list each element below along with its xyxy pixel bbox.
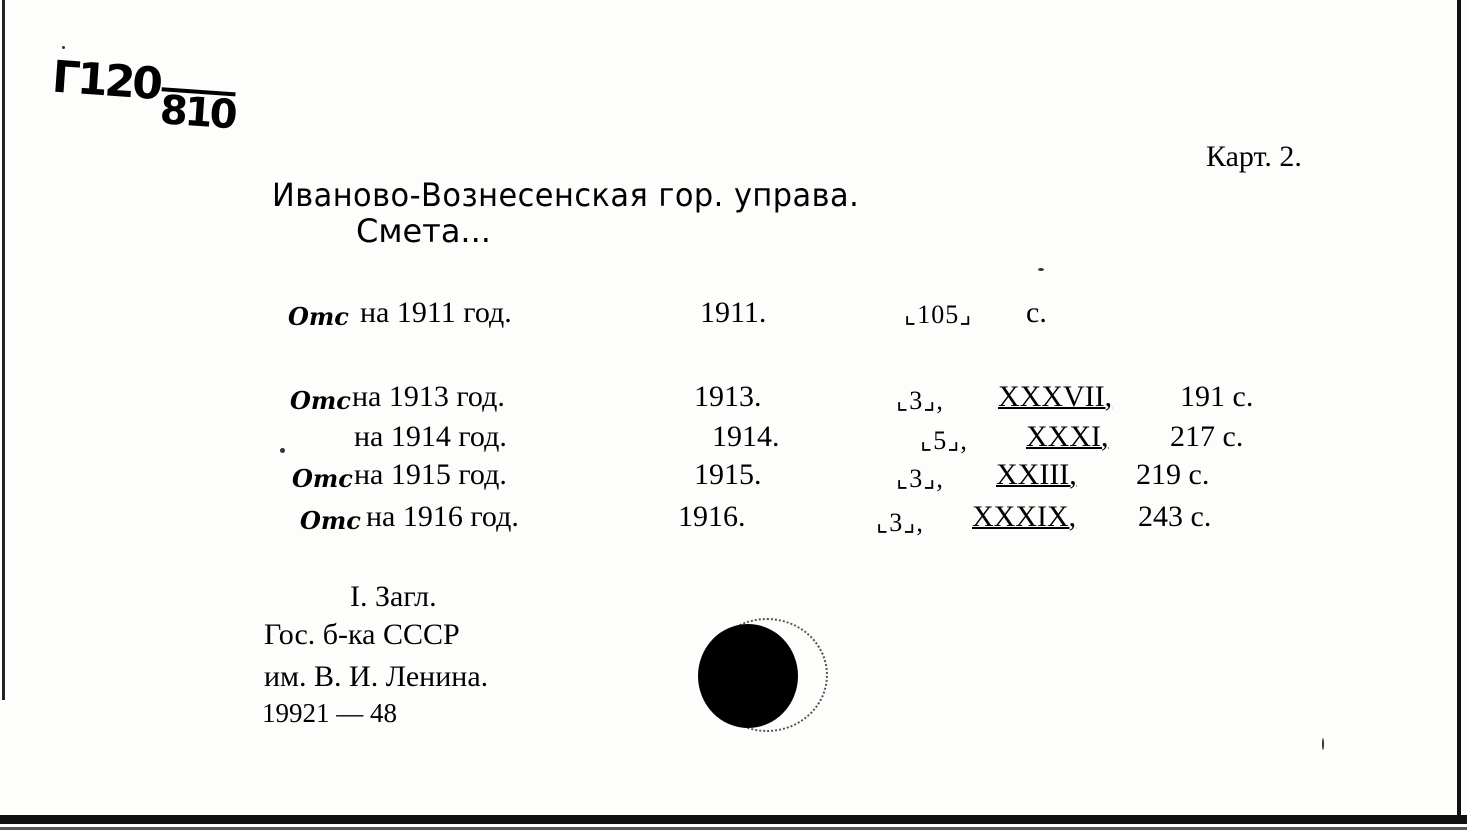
card-title: Иваново-Вознесенская гор. управа.: [272, 176, 860, 214]
entry-year-label: на 1913 год.: [352, 380, 505, 413]
entry-prefix: Отс: [300, 506, 361, 535]
footer-title-note: I. Загл.: [350, 580, 437, 613]
scan-speck: [62, 46, 65, 49]
card-number: Карт. 2.: [1206, 140, 1302, 173]
scan-speck: [1322, 738, 1324, 750]
entry-prefix: Отс: [290, 386, 351, 415]
entry-pages: 219 с.: [1136, 458, 1210, 491]
entry-volume-bracket: ⌞3⌟,: [896, 464, 944, 493]
shelfmark-main: Г120: [50, 51, 162, 111]
entry-pages: 243 с.: [1138, 500, 1212, 533]
shelfmark-sub: 810: [158, 87, 236, 139]
entry-roman-pages: XXIII,: [996, 458, 1077, 491]
entry-year-label: на 1911 год.: [360, 296, 512, 329]
entry-roman-pages: XXXVII,: [998, 380, 1113, 413]
shelfmark: [50, 51, 237, 139]
entry-year: 1915.: [694, 458, 762, 491]
entry-year-label: на 1914 год.: [354, 420, 507, 453]
entry-pages: с.: [1026, 296, 1047, 329]
entry-prefix: Отс: [288, 302, 349, 331]
footer-library-name: им. В. И. Ленина.: [264, 660, 489, 693]
entry-year: 1911.: [700, 296, 767, 329]
entry-year-label: на 1915 год.: [354, 458, 507, 491]
entry-volume-bracket: ⌞5⌟,: [920, 426, 968, 455]
scan-speck: [1038, 268, 1044, 271]
entry-pages: 217 с.: [1170, 420, 1244, 453]
entry-year-label: на 1916 год.: [366, 500, 519, 533]
entry-year: 1914.: [712, 420, 780, 453]
entry-prefix: Отс: [292, 464, 353, 493]
punch-hole: [698, 624, 798, 728]
entry-roman-pages: XXXIX,: [972, 500, 1077, 533]
entry-volume-bracket: ⌞3⌟,: [876, 508, 924, 537]
footer-library: Гос. б-ка СССР: [264, 618, 460, 651]
entry-volume-bracket: ⌞3⌟,: [896, 386, 944, 415]
card-left-edge: [2, 0, 5, 700]
card-bottom-edge: [0, 815, 1467, 824]
entry-year: 1913.: [694, 380, 762, 413]
entry-pages: 191 с.: [1180, 380, 1254, 413]
card-right-edge: [1457, 0, 1461, 818]
entry-roman-pages: XXXI,: [1026, 420, 1109, 453]
footer-card-number: 19921 — 48: [262, 698, 397, 728]
card-subtitle: Смета...: [356, 212, 491, 250]
entry-year: 1916.: [678, 500, 746, 533]
scan-speck: [280, 448, 285, 453]
entry-volume-bracket: ⌞105⌟: [904, 300, 973, 329]
